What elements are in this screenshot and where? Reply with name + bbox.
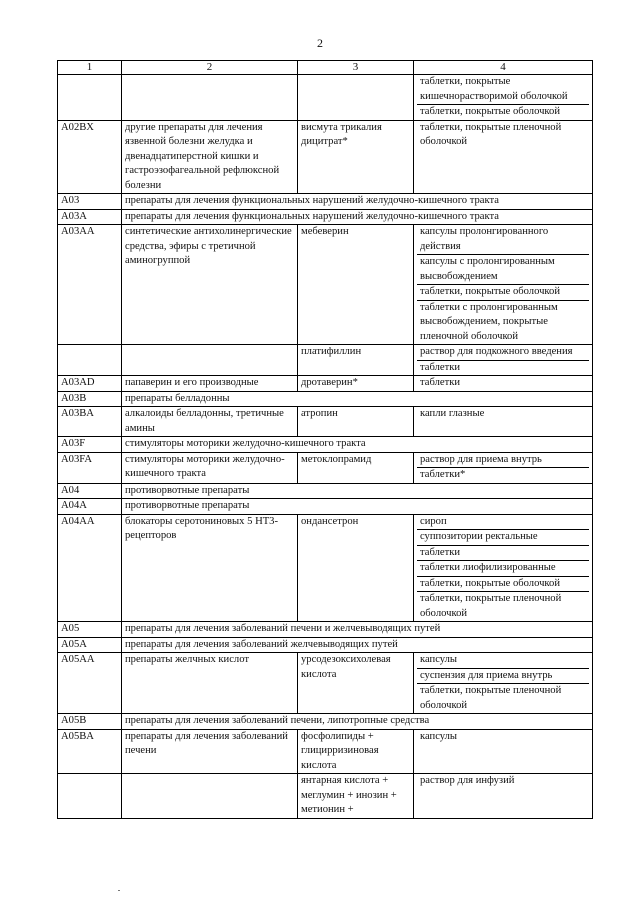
table-row: [58, 514, 593, 622]
atc-code-cell: A03F: [58, 437, 122, 453]
dosage-form: таблетки, покрытые оболочкой: [417, 104, 589, 120]
substance-cell: урсодезоксихолевая кислота: [298, 653, 414, 714]
pharmacological-group-cell: препараты для лечения заболеваний печени, липотропные средства: [122, 714, 593, 730]
table-group-row: [58, 209, 593, 225]
atc-code-cell: A04: [58, 483, 122, 499]
dosage-forms-cell: [414, 75, 593, 121]
table-group-row: [58, 194, 593, 210]
dosage-forms-cell: [414, 345, 593, 376]
table-row: [58, 225, 593, 345]
atc-code-cell: A04A: [58, 499, 122, 515]
pharmacological-group-cell: препараты белладонны: [122, 391, 593, 407]
table-row: [58, 653, 593, 714]
atc-code-cell: A03BA: [58, 407, 122, 437]
atc-code-cell: A04AA: [58, 514, 122, 622]
dosage-form: таблетки, покрытые кишечнорастворимой оболочкой: [420, 76, 568, 102]
dosage-form: таблетки, покрытые пленочной оболочкой: [417, 591, 589, 621]
dosage-form: таблетки, покрытые оболочкой: [417, 576, 589, 592]
table-group-row: [58, 391, 593, 407]
dosage-form: капсулы: [420, 730, 458, 742]
atc-code-cell: A03A: [58, 209, 122, 225]
column-header: 2: [122, 61, 298, 75]
table-group-row: [58, 714, 593, 730]
column-header: 3: [298, 61, 414, 75]
pharmacological-group-cell: препараты желчных кислот: [122, 653, 298, 714]
drug-table: [57, 60, 593, 819]
table-group-row: [58, 637, 593, 653]
substance-cell: [298, 75, 414, 121]
substance-cell: висмута трикалия дицитрат*: [298, 120, 414, 194]
table-row: [58, 407, 593, 437]
page-number: 2: [317, 36, 323, 50]
pharmacological-group-cell: [122, 75, 298, 121]
dosage-form: суспензия для приема внутрь: [417, 668, 589, 684]
dosage-form: таблетки, покрытые пленочной оболочкой: [417, 683, 589, 713]
dosage-form: таблетки: [420, 377, 461, 388]
pharmacological-group-cell: препараты для лечения заболеваний желчевыводящих путей: [122, 637, 593, 653]
column-header: 4: [414, 61, 593, 75]
dosage-form: таблетки, покрытые пленочной оболочкой: [420, 121, 562, 147]
pharmacological-group-cell: [122, 345, 298, 376]
dosage-form: капли глазные: [420, 408, 485, 419]
atc-code-cell: A02BX: [58, 120, 122, 194]
table-group-row: [58, 499, 593, 515]
substance-cell: метоклопрамид: [298, 452, 414, 483]
atc-code-cell: A03: [58, 194, 122, 210]
dosage-form: суппозитории ректальные: [417, 529, 589, 545]
table-row: [58, 120, 593, 194]
pharmacological-group-cell: синтетические антихолинергические средства, эфиры с третичной аминогруппой: [122, 225, 298, 345]
dosage-forms-cell: [414, 225, 593, 345]
table-row: [58, 376, 593, 392]
table-row: [58, 75, 593, 121]
dosage-form: раствор для подкожного введения: [420, 346, 573, 357]
atc-code-cell: A05BA: [58, 729, 122, 774]
dosage-forms-cell: [414, 120, 593, 194]
pharmacological-group-cell: [122, 774, 298, 819]
dosage-form: капсулы пролонгированного действия: [420, 226, 549, 252]
atc-code-cell: A03AD: [58, 376, 122, 392]
pharmacological-group-cell: препараты для лечения функциональных нарушений желудочно-кишечного тракта: [122, 209, 593, 225]
atc-code-cell: A05A: [58, 637, 122, 653]
dosage-form: таблетки, покрытые оболочкой: [417, 284, 589, 300]
dosage-forms-cell: [414, 729, 593, 774]
dosage-form: таблетки лиофилизированные: [417, 560, 589, 576]
atc-code-cell: A05B: [58, 714, 122, 730]
atc-code-cell: A05AA: [58, 653, 122, 714]
dosage-form: таблетки: [417, 360, 589, 376]
pharmacological-group-cell: блокаторы серотониновых 5 HT3-рецепторов: [122, 514, 298, 622]
substance-cell: мебеверин: [298, 225, 414, 345]
atc-code-cell: A03FA: [58, 452, 122, 483]
table-row: [58, 729, 593, 774]
pharmacological-group-cell: противорвотные препараты: [122, 483, 593, 499]
table-group-row: [58, 622, 593, 638]
pharmacological-group-cell: стимуляторы моторики желудочно-кишечного тракта: [122, 437, 593, 453]
table-header-row: [58, 61, 593, 75]
substance-cell: ондансетрон: [298, 514, 414, 622]
atc-code-cell: [58, 75, 122, 121]
dosage-forms-cell: [414, 452, 593, 483]
atc-code-cell: A05: [58, 622, 122, 638]
dosage-forms-cell: [414, 376, 593, 392]
pharmacological-group-cell: папаверин и его производные: [122, 376, 298, 392]
scan-mark: [118, 890, 120, 891]
table-group-row: [58, 483, 593, 499]
pharmacological-group-cell: препараты для лечения функциональных нарушений желудочно-кишечного тракта: [122, 194, 593, 210]
atc-code-cell: A03B: [58, 391, 122, 407]
atc-code-cell: A03AA: [58, 225, 122, 345]
substance-cell: янтарная кислота + меглумин + инозин + метионин +: [298, 774, 414, 819]
table-row: [58, 452, 593, 483]
table-body: [58, 75, 593, 819]
pharmacological-group-cell: препараты для лечения заболеваний печени и желчевыводящих путей: [122, 622, 593, 638]
dosage-forms-cell: [414, 774, 593, 819]
dosage-forms-cell: [414, 653, 593, 714]
substance-cell: фосфолипиды + глицирризиновая кислота: [298, 729, 414, 774]
table-row: [58, 345, 593, 376]
substance-cell: платифиллин: [298, 345, 414, 376]
dosage-forms-cell: [414, 514, 593, 622]
table-row: [58, 774, 593, 819]
dosage-form: таблетки*: [417, 467, 589, 483]
pharmacological-group-cell: препараты для лечения заболеваний печени: [122, 729, 298, 774]
dosage-form: сироп: [420, 515, 447, 527]
dosage-form: таблетки с пролонгированным высвобождением, покрытые пленочной оболочкой: [417, 300, 589, 345]
dosage-form: таблетки: [417, 545, 589, 561]
atc-code-cell: [58, 345, 122, 376]
pharmacological-group-cell: алкалоиды белладонны, третичные амины: [122, 407, 298, 437]
dosage-forms-cell: [414, 407, 593, 437]
substance-cell: атропин: [298, 407, 414, 437]
pharmacological-group-cell: другие препараты для лечения язвенной болезни желудка и двенадцатиперстной кишки и гастроэзофагеальной рефлюксной болезни: [122, 120, 298, 194]
dosage-form: раствор для приема внутрь: [420, 453, 542, 465]
table-group-row: [58, 437, 593, 453]
pharmacological-group-cell: противорвотные препараты: [122, 499, 593, 515]
column-header: 1: [58, 61, 122, 75]
dosage-form: раствор для инфузий: [420, 775, 515, 786]
dosage-form: капсулы: [420, 654, 458, 665]
atc-code-cell: [58, 774, 122, 819]
pharmacological-group-cell: стимуляторы моторики желудочно-кишечного тракта: [122, 452, 298, 483]
dosage-form: капсулы с пролонгированным высвобождением: [417, 254, 589, 284]
substance-cell: дротаверин*: [298, 376, 414, 392]
